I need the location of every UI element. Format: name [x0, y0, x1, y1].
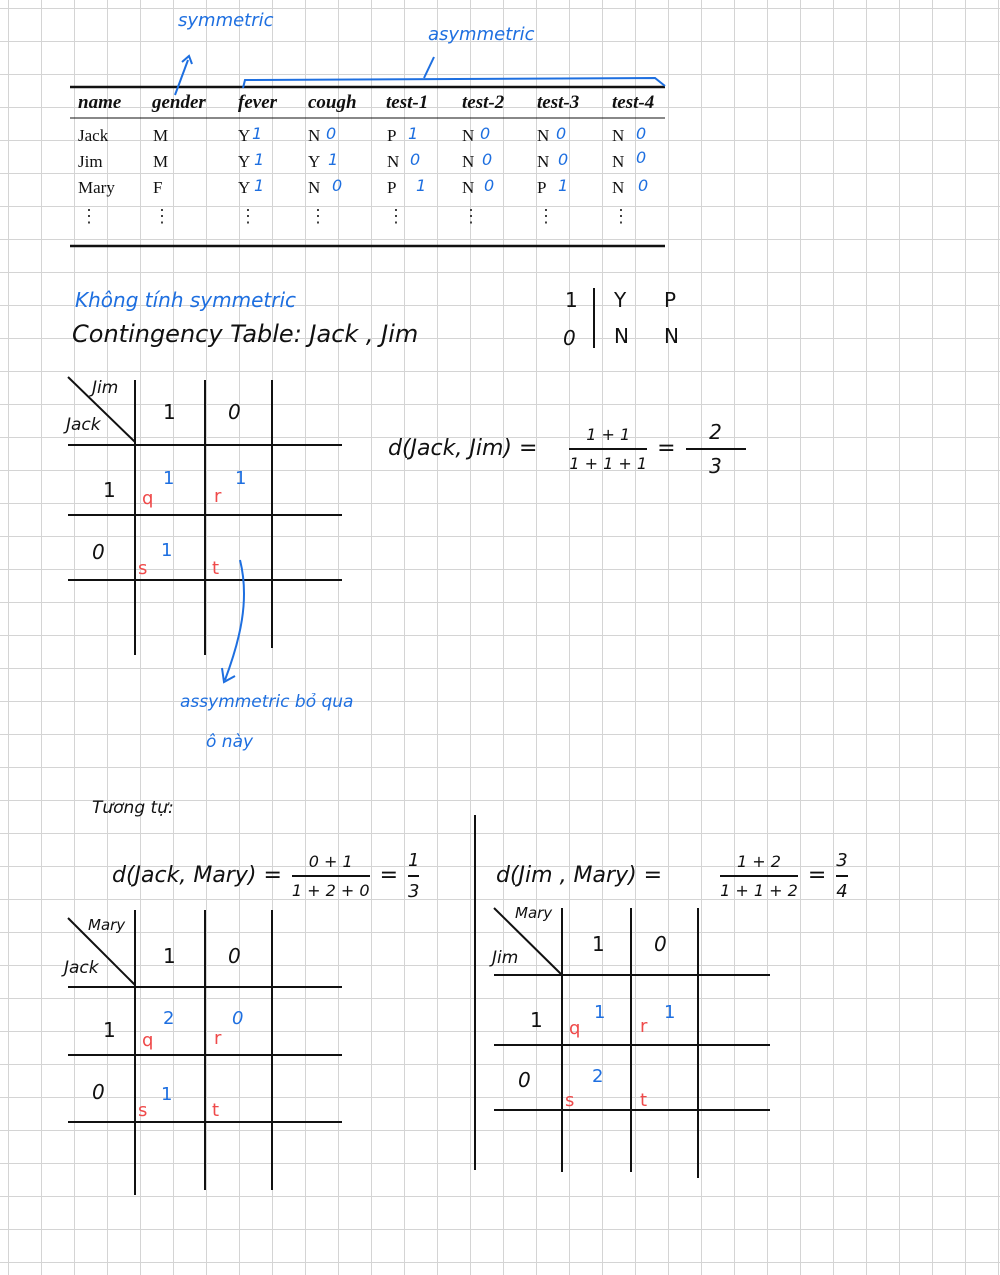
result-fraction [686, 420, 746, 478]
formula-jack-mary [112, 850, 419, 902]
row-jim-name: Jim [78, 152, 103, 171]
legend-p: P [664, 288, 677, 312]
cell-value: 0 [326, 124, 337, 143]
fraction-bar [292, 875, 370, 877]
asymmetric-annotation: asymmetric [428, 24, 535, 45]
table-cell: Y [238, 126, 251, 145]
equals: = [657, 436, 676, 462]
cell-value: 1 [254, 150, 265, 169]
cell-value: 0 [480, 124, 491, 143]
table-cell: Y [308, 152, 321, 171]
table-cell: P [537, 178, 547, 197]
cell-s-value: 2 [592, 1066, 604, 1087]
col-header-0: 0 [228, 944, 241, 968]
col-header-0: 0 [228, 400, 241, 424]
numerator: 1 + 1 [586, 425, 631, 444]
cell-value: 1 [328, 150, 339, 169]
col-header-1: 1 [592, 932, 605, 956]
legend-n: N [614, 324, 629, 348]
fraction-bar [569, 448, 647, 450]
cell-value: 0 [558, 150, 569, 169]
row-mary-gender: F [153, 178, 163, 197]
assymmetric-note: assymmetric bỏ qua [180, 692, 354, 712]
cell-q-label: q [142, 1030, 154, 1051]
row-header-0: 0 [518, 1068, 531, 1092]
table-cell: N [612, 126, 625, 145]
cell-s-value: 1 [161, 1084, 173, 1105]
row-jack-name: Jack [78, 126, 109, 145]
tuong-tu-heading: Tương tự: [92, 798, 174, 818]
cell-t-label: t [212, 558, 220, 579]
table-cell: Y [238, 178, 251, 197]
table-cell: N [462, 178, 475, 197]
equals: = [379, 863, 399, 889]
cell-s-label: s [565, 1090, 575, 1111]
table-cell: N [462, 152, 475, 171]
cell-t-label: t [212, 1100, 220, 1121]
cell-s-label: s [138, 1100, 148, 1121]
table-cell: P [387, 126, 397, 145]
header-name: name [78, 92, 122, 113]
header-test-2: test-2 [462, 92, 505, 113]
cell-q-value: 1 [163, 468, 175, 489]
header-test-1: test-1 [386, 92, 429, 113]
cell-value: 0 [482, 150, 493, 169]
table-cell: P [387, 178, 397, 197]
cell-value: 0 [636, 148, 647, 167]
cell-s-label: s [138, 558, 148, 579]
header-cough: cough [308, 92, 357, 113]
row-mary-name: Mary [78, 178, 115, 197]
formula-lhs: d(Jim , Mary) = [496, 863, 663, 889]
cell-value: 0 [484, 176, 495, 195]
table-cell: N [612, 178, 625, 197]
cell-r-label: r [640, 1016, 648, 1037]
ellipsis: ⋮ [387, 206, 405, 226]
row-label: Jack [66, 415, 101, 435]
col-label: Mary [515, 904, 553, 922]
table-cell: N [612, 152, 625, 171]
table-cell: N [308, 178, 321, 197]
row-header-1: 1 [530, 1008, 543, 1032]
result-numerator: 1 [408, 850, 420, 871]
row-header-0: 0 [92, 1080, 105, 1104]
header-test-4: test-4 [612, 92, 655, 113]
fraction [292, 852, 370, 900]
ellipsis: ⋮ [537, 206, 555, 226]
cell-t-label: t [640, 1090, 648, 1111]
note-khong-tinh: Không tính symmetric [75, 288, 297, 312]
cell-q-value: 2 [163, 1008, 175, 1029]
cell-value: 0 [636, 124, 647, 143]
table-cell: N [537, 152, 550, 171]
ellipsis: ⋮ [462, 206, 480, 226]
row-header-1: 1 [103, 1018, 116, 1042]
cell-value: 1 [558, 176, 569, 195]
formula-lhs: d(Jack, Mary) = [112, 863, 282, 889]
row-jack-gender: M [153, 126, 169, 145]
numerator: 1 + 2 [736, 852, 781, 871]
cell-value: 1 [408, 124, 419, 143]
denominator: 1 + 1 + 1 [569, 453, 648, 473]
ellipsis: ⋮ [612, 206, 630, 226]
fraction-bar [408, 875, 419, 877]
result-numerator: 3 [836, 850, 848, 871]
symmetric-annotation: symmetric [178, 10, 274, 31]
cell-value: 0 [410, 150, 421, 169]
cell-r-label: r [214, 1028, 222, 1049]
cell-s-value: 1 [161, 540, 173, 561]
table-cell: N [308, 126, 321, 145]
row-header-1: 1 [103, 478, 116, 502]
cell-value: 0 [332, 176, 343, 195]
header-gender: gender [152, 92, 206, 113]
legend-n: N [664, 324, 679, 348]
formula-jim-mary [496, 850, 848, 902]
cell-q-label: q [569, 1018, 581, 1039]
result-fraction [408, 850, 419, 902]
cell-value: 1 [252, 124, 263, 143]
col-label: Jim [92, 378, 119, 398]
result-numerator: 2 [709, 420, 722, 444]
table-cell: N [537, 126, 550, 145]
cell-q-value: 1 [594, 1002, 606, 1023]
formula-lhs: d(Jack, Jim) = [388, 436, 538, 462]
legend-one: 1 [565, 288, 578, 312]
ellipsis: ⋮ [309, 206, 327, 226]
contingency-heading: Contingency Table: Jack , Jim [72, 320, 419, 348]
ellipsis: ⋮ [80, 206, 98, 226]
result-denominator: 3 [408, 880, 420, 902]
numerator: 0 + 1 [308, 852, 353, 871]
fraction [720, 852, 798, 900]
cell-value: 0 [638, 176, 649, 195]
header-test-3: test-3 [537, 92, 580, 113]
result-fraction [836, 850, 847, 902]
row-jim-gender: M [153, 152, 169, 171]
legend-zero: 0 [563, 326, 576, 350]
col-header-0: 0 [654, 932, 667, 956]
table-cell: N [462, 126, 475, 145]
row-label: Jack [64, 958, 99, 978]
cell-value: 1 [254, 176, 265, 195]
cell-r-value: 0 [232, 1008, 244, 1029]
fraction-bar [836, 875, 847, 877]
col-header-1: 1 [163, 944, 176, 968]
fraction-bar [720, 875, 798, 877]
table-cell: N [387, 152, 400, 171]
fraction-bar [686, 448, 746, 450]
cell-q-label: q [142, 488, 154, 509]
cell-r-label: r [214, 486, 222, 507]
col-label: Mary [88, 916, 126, 934]
ellipsis: ⋮ [239, 206, 257, 226]
fraction [569, 425, 647, 473]
cell-r-value: 1 [235, 468, 247, 489]
table-cell: Y [238, 152, 251, 171]
o-nay-note: ô này [206, 732, 254, 752]
denominator: 1 + 2 + 0 [291, 880, 370, 900]
formula-jack-jim [388, 420, 746, 478]
row-header-0: 0 [92, 540, 105, 564]
result-denominator: 3 [709, 453, 722, 478]
header-fever: fever [238, 92, 278, 113]
row-label: Jim [492, 948, 519, 968]
cell-value: 1 [416, 176, 427, 195]
cell-r-value: 1 [664, 1002, 676, 1023]
result-denominator: 4 [836, 880, 848, 902]
ellipsis: ⋮ [153, 206, 171, 226]
col-header-1: 1 [163, 400, 176, 424]
equals: = [807, 863, 827, 889]
cell-value: 0 [556, 124, 567, 143]
denominator: 1 + 1 + 2 [720, 880, 798, 900]
legend-y: Y [614, 288, 627, 312]
